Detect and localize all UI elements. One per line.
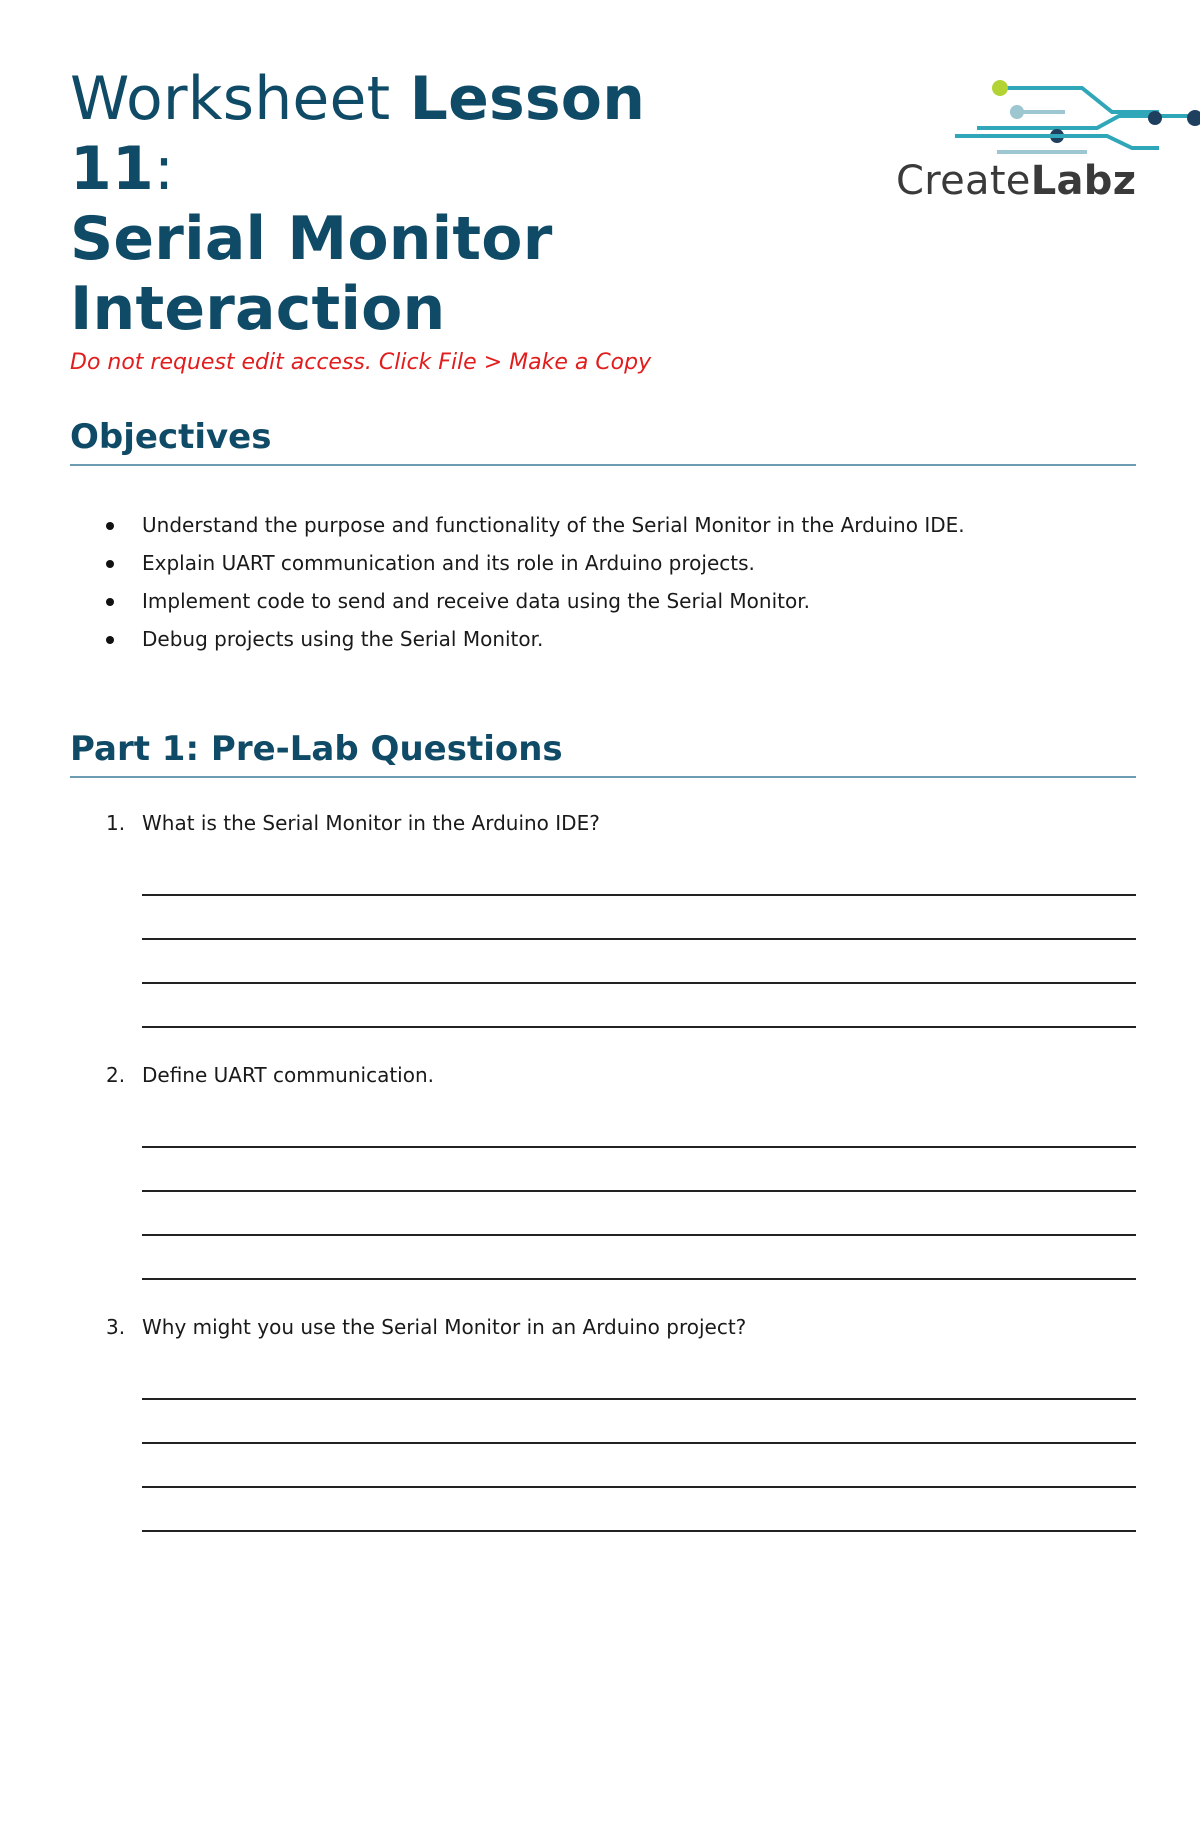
question-text: Define UART communication. — [142, 1063, 435, 1087]
answer-line[interactable] — [142, 942, 1136, 984]
objectives-heading: Objectives — [70, 416, 1136, 466]
title-lesson: Lesson 11 — [70, 64, 646, 204]
page-title — [70, 64, 770, 344]
question-number: 2. — [106, 1063, 126, 1087]
answer-line[interactable] — [142, 1402, 1136, 1444]
answer-line[interactable] — [142, 1446, 1136, 1488]
question-number: 3. — [106, 1315, 126, 1339]
part1-heading: Part 1: Pre-Lab Questions — [70, 728, 1136, 778]
logo-node-right — [1187, 110, 1200, 126]
answer-line[interactable] — [142, 986, 1136, 1028]
question-text: Why might you use the Serial Monitor in an Arduino project? — [142, 1315, 747, 1339]
objectives-list — [70, 506, 1136, 658]
logo-wordmark — [896, 156, 1136, 206]
question-item — [70, 1312, 1136, 1532]
answer-line[interactable] — [142, 1490, 1136, 1532]
objective-item: Debug projects using the Serial Monitor. — [70, 620, 1136, 658]
logo-node-top — [992, 80, 1008, 96]
title-line2: Serial Monitor — [70, 204, 553, 274]
answer-line[interactable] — [142, 1194, 1136, 1236]
answer-line[interactable] — [142, 854, 1136, 896]
question-item — [70, 808, 1136, 1028]
title-line3: Interaction — [70, 274, 446, 344]
answer-area[interactable] — [142, 854, 1136, 1028]
answer-line[interactable] — [142, 1150, 1136, 1192]
title-block — [70, 64, 770, 378]
logo-text-labz: Labz — [1030, 158, 1137, 204]
title-colon: : — [153, 134, 175, 204]
copy-warning: Do not request edit access. Click File > Make a Copy — [70, 350, 652, 375]
logo-text-create: Create — [896, 158, 1031, 204]
logo-node-bottom — [1148, 111, 1162, 125]
answer-area[interactable] — [142, 1358, 1136, 1532]
logo-trace-middle — [977, 116, 1197, 128]
answer-line[interactable] — [142, 1238, 1136, 1280]
answer-area[interactable] — [142, 1106, 1136, 1280]
logo-trace-top — [1000, 88, 1159, 112]
question-item — [70, 1060, 1136, 1280]
title-worksheet: Worksheet — [70, 64, 391, 134]
objective-item: Understand the purpose and functionality of the Serial Monitor in the Arduino IDE. — [70, 506, 1136, 544]
question-text: What is the Serial Monitor in the Arduino IDE? — [142, 811, 600, 835]
question-list — [70, 808, 1136, 1532]
objective-item: Explain UART communication and its role in Arduino projects. — [70, 544, 1136, 582]
answer-line[interactable] — [142, 898, 1136, 940]
worksheet-page — [70, 64, 1136, 1564]
answer-line[interactable] — [142, 1106, 1136, 1148]
question-number: 1. — [106, 811, 126, 835]
answer-line[interactable] — [142, 1358, 1136, 1400]
objective-item: Implement code to send and receive data using the Serial Monitor. — [70, 582, 1136, 620]
